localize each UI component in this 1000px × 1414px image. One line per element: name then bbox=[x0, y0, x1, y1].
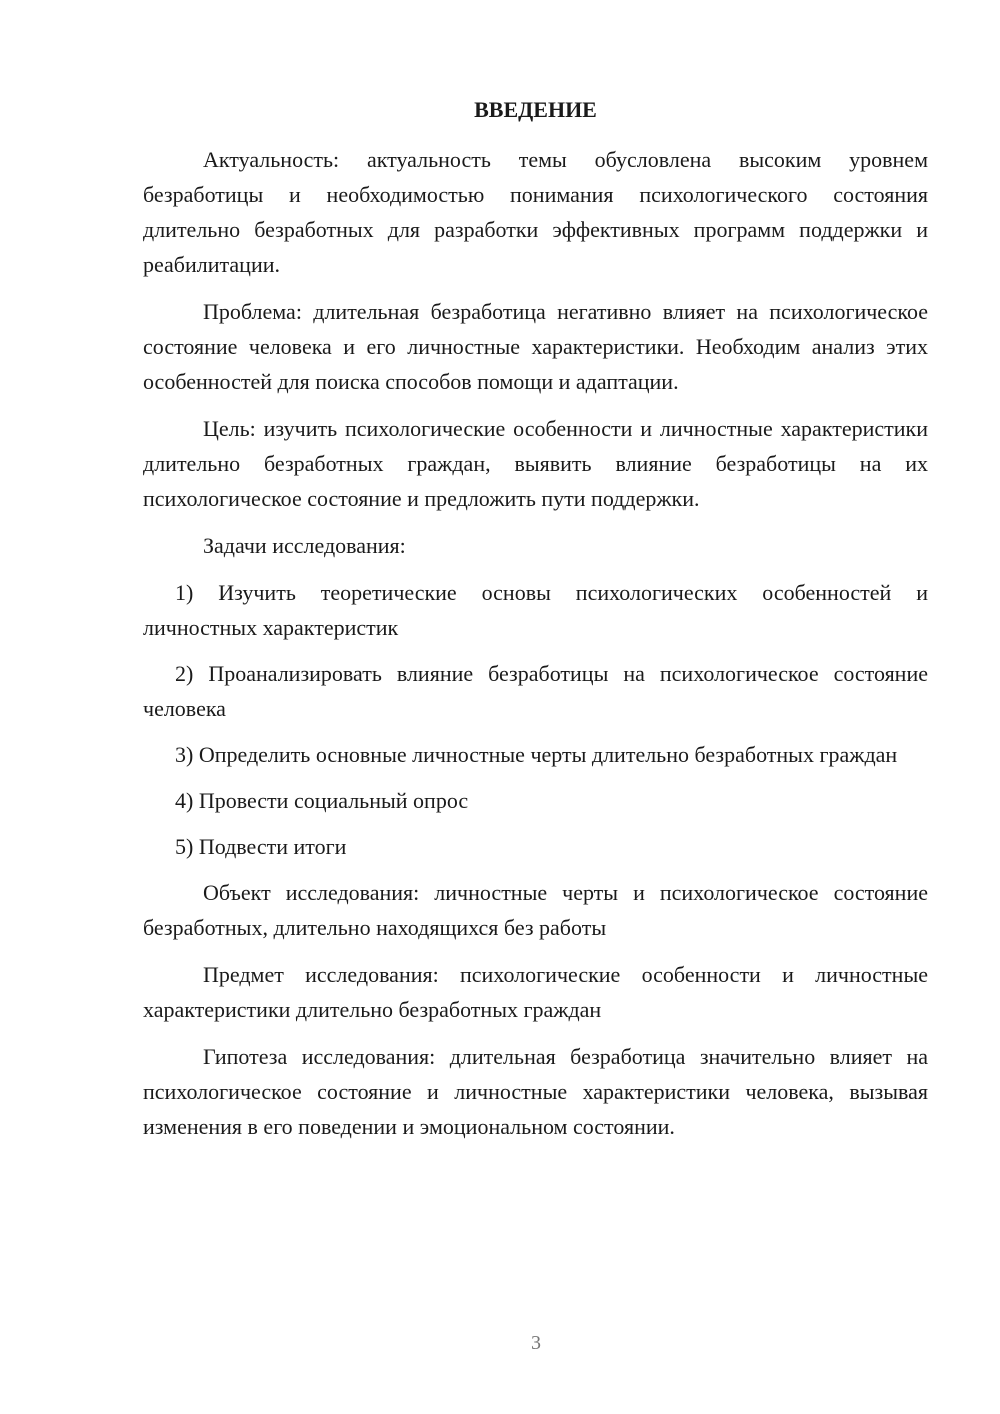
tasks-list bbox=[143, 575, 928, 864]
page-number: 3 bbox=[531, 1332, 541, 1354]
task-item-3: 3) Определить основные личностные черты длительно безработных граждан bbox=[175, 742, 898, 767]
task-item-4: 4) Провести социальный опрос bbox=[175, 788, 469, 813]
object-paragraph: Объект исследования: личностные черты и психологическое состояние безработных, длительно находящихся без работы bbox=[143, 880, 928, 940]
relevance-paragraph: Актуальность: актуальность темы обусловлена высоким уровнем безработицы и необходимостью понимания психологического состояния длительно безработных для разработки эффективных программ поддержки и реабилитации. bbox=[143, 147, 928, 277]
task-item-5: 5) Подвести итоги bbox=[175, 834, 347, 859]
subject-paragraph: Предмет исследования: психологические особенности и личностные характеристики длительно безработных граждан bbox=[143, 962, 928, 1022]
goal-paragraph: Цель: изучить психологические особенности и личностные характеристики длительно безработных граждан, выявить влияние безработицы на их психологическое состояние и предложить пути поддержки. bbox=[143, 416, 928, 511]
task-item-1: 1) Изучить теоретические основы психологических особенностей и личностных характеристик bbox=[143, 580, 928, 640]
problem-paragraph: Проблема: длительная безработица негативно влияет на психологическое состояние человека и его личностные характеристики. Необходим анализ этих особенностей для поиска способов помощи и адаптации. bbox=[143, 299, 928, 394]
tasks-heading: Задачи исследования: bbox=[203, 533, 406, 558]
hypothesis-paragraph: Гипотеза исследования: длительная безработица значительно влияет на психологическое состояние и личностные характеристики человека, вызывая изменения в его поведении и эмоциональном состоянии. bbox=[143, 1044, 928, 1139]
document-page bbox=[143, 92, 928, 1144]
task-item-2: 2) Проанализировать влияние безработицы на психологическое состояние человека bbox=[143, 661, 928, 721]
section-title: ВВЕДЕНИЕ bbox=[474, 97, 597, 122]
